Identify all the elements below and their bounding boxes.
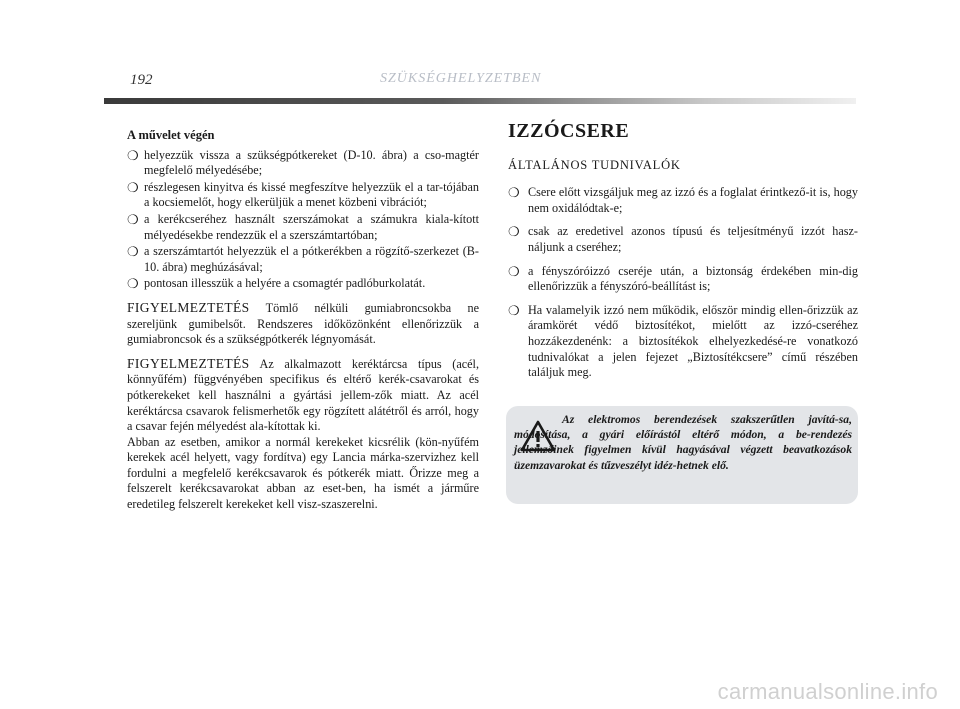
- list-item: [127, 148, 479, 179]
- list-item: [508, 185, 858, 216]
- bullet-icon: ❍: [508, 185, 520, 201]
- warning-box-text: [514, 412, 852, 473]
- chapter-title: IZZÓCSERE: [508, 120, 630, 142]
- list-item-text: Csere előtt vizsgáljuk meg az izzó és a foglalat érintkező-it is, hogy nem oxidálódtak-e;: [528, 185, 858, 215]
- watermark: carmanualsonline.info: [717, 679, 938, 704]
- warning-paragraph-tire: [127, 300, 479, 348]
- warning-box: [506, 406, 858, 504]
- list-item-text: helyezzük vissza a szükségpótkereket (D-10. ábra) a cso-magtér megfelelő mélyedésébe;: [144, 147, 479, 178]
- list-item: [127, 180, 479, 211]
- list-item: [127, 276, 479, 292]
- bullet-icon: ❍: [127, 276, 139, 292]
- warning-text: Tömlő nélküli gumiabroncsokba ne szereljünk gumibelsőt. Rendszeres időközönként ellenőrizzük a gumiabroncsok és a szükségpótkerék légnyomását.: [127, 300, 479, 347]
- list-item: [127, 244, 479, 275]
- subheading: A művelet végén: [127, 128, 215, 142]
- bullet-icon: ❍: [127, 244, 139, 260]
- list-item: [127, 212, 479, 243]
- section-subtitle: ÁLTALÁNOS TUDNIVALÓK: [508, 157, 681, 172]
- list-item: [508, 303, 858, 381]
- warning-text: Az alkalmazott keréktárcsa típus (acél, könnyűfém) függvényében specifikus és eltérő kerék-csavarokat és pótkerekeket kell használni a gyártási jellem-zők miatt. Az acél keréktárcsa csavarok felismerhetők egy rögzített alátétről és arról, hogy a csavar fején mélyedést ala-kítottak ki.: [127, 356, 479, 434]
- list-item: [508, 224, 858, 255]
- list-item-text: részlegesen kinyitva és kissé megfeszítve helyezzük el a tar-tójában a kocsiemelőt, hogy elkerüljük a menet közbeni vibrációt;: [144, 179, 479, 210]
- left-column: [127, 128, 479, 513]
- warning-label: FIGYELMEZTETÉS: [127, 355, 250, 371]
- list-item-text: Ha valamelyik izzó nem működik, először mindig ellen-őrizzük az áramkörét védő biztosítékot, mielőtt az izzó-cseréhez hozzákezdenénk: a biztosítékok elhelyezkedésé-re vonatkozó tudnivalókat a jelen fejezet „Biztosítékcsere” című részében találjuk meg.: [528, 302, 858, 380]
- header-rule: [104, 98, 856, 104]
- list-item-text: csak az eredetivel azonos típusú és teljesítményű izzót hasz-náljunk a cseréhez;: [528, 224, 858, 254]
- warning-text-content: Az elektromos berendezések szakszerűtlen javítá-sa, módosítása, a gyári előírástól eltérő módon, a be-rendezés jellemzőinek figyelmen kívül hagyásával végzett beavatkozások üzemzavarokat és tűzveszélyt idéz-hetnek elő.: [514, 413, 852, 472]
- bullet-icon: ❍: [508, 263, 520, 279]
- bullet-icon: ❍: [127, 147, 139, 163]
- warning-paragraph-bolts: [127, 356, 479, 435]
- list-item: [508, 264, 858, 295]
- warning-label: FIGYELMEZTETÉS: [127, 299, 250, 315]
- bullet-icon: ❍: [508, 224, 520, 240]
- list-item-text: pontosan illesszük a helyére a csomagtér padlóburkolatát.: [144, 276, 426, 291]
- page-number: 192: [130, 72, 153, 88]
- list-item-text: a kerékcseréhez használt szerszámokat a számukra kiala-kított mélyedésekbe rendezzük el a szerszámtartóban;: [144, 211, 479, 242]
- bullet-icon: ❍: [127, 179, 139, 195]
- right-bullet-list: [508, 185, 858, 381]
- list-item-text: a fényszóróizzó cseréje után, a biztonság érdekében min-dig ellenőrizzük a fényszóró-beállítást is;: [528, 263, 858, 294]
- section-title: SZÜKSÉGHELYZETBEN: [380, 71, 542, 86]
- left-bullet-list: [127, 148, 479, 292]
- bullet-icon: ❍: [508, 302, 520, 318]
- bullet-icon: ❍: [127, 211, 139, 227]
- paragraph-continuation: Abban az esetben, amikor a normál kerekeket kicsrélik (kön-nyűfém kerekek acél helyett, vagy fordítva) egy Lancia márka-szervizhez kell fordulni a megfelelő kerékcsavarok és pótkerék miatt. Őrizze meg a felszerelt kerékcsavarokat abban az eset-ben, ha ismét a járműre eredetileg felszerelt kerekeket kell visz-szaszerelni.: [127, 434, 479, 512]
- list-item-text: a szerszámtartót helyezzük el a pótkerékben a rögzítő-szerkezet (B-10. ábra) meghúzásával;: [144, 244, 479, 274]
- right-column: [508, 120, 858, 389]
